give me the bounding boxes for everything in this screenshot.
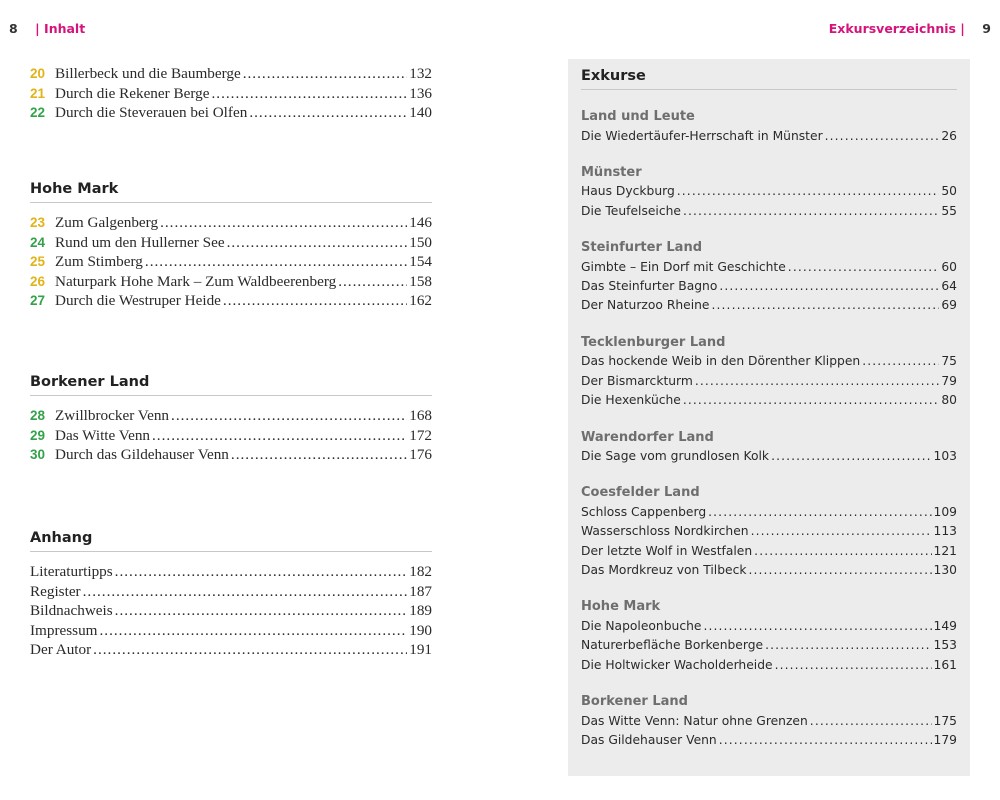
page-number: 176 [409,446,432,463]
left-section-label: | Inhalt [35,21,86,36]
leader-dots [152,426,407,446]
leader-dots [677,182,940,201]
entry-title: Der letzte Wolf in Westfalen [581,543,753,558]
entry-title: Das Steinfurter Bagno [581,279,718,294]
exkurse-title: Exkurse [581,68,957,90]
entry-title: Gimbte – Ein Dorf mit Geschichte [581,259,786,274]
leader-dots [683,202,939,221]
entry-title: Der Autor [30,641,92,658]
page-number: 130 [933,563,957,578]
leader-dots [719,731,932,750]
page-number: 187 [409,582,432,600]
group-heading: Coesfelder Land [581,485,700,501]
leader-dots [100,621,408,641]
leader-dots [683,391,939,410]
toc-entry[interactable] [30,103,432,123]
section-heading: Hohe Mark [30,181,432,203]
tour-number: 22 [30,105,46,120]
right-section-label: Exkursverzeichnis | [828,21,965,36]
page-number: 172 [409,426,432,444]
group-heading: Münster [581,164,642,180]
tour-number: 20 [30,66,46,81]
exkurs-group [581,483,957,580]
page-number: 190 [409,621,432,639]
leader-dots [708,503,931,522]
exkurs-entry[interactable] [581,522,957,541]
toc-entry[interactable] [30,272,432,292]
exkurs-entry[interactable] [581,372,957,391]
entry-title: Zum Stimberg [55,253,143,270]
page-number: 182 [409,563,432,580]
exkurs-entry[interactable] [581,561,957,580]
leader-dots [754,542,931,561]
toc-entry[interactable] [30,562,432,582]
page-number: 179 [933,733,957,748]
entry-title: Haus Dyckburg [581,184,675,199]
page-number: 121 [933,543,957,558]
toc-top-entries [30,64,432,123]
toc-entry[interactable] [30,406,432,426]
leader-dots [825,127,940,146]
entry-title: Das Witte Venn [55,426,151,444]
leader-dots [93,640,407,660]
leader-dots [695,372,939,391]
leader-dots [227,233,408,253]
right-page-header [829,21,991,36]
entry-title: Das Gildehauser Venn [581,733,717,748]
exkurs-entry[interactable] [581,656,957,675]
entry-title: Naturpark Hohe Mark – Zum Waldbeerenberg [55,272,337,290]
leader-dots [83,582,408,602]
toc-entry[interactable] [30,582,432,602]
leader-dots [338,272,407,292]
exkurs-group [581,107,957,146]
page-number: 79 [941,373,957,388]
left-page-number: 8 [9,21,18,36]
leader-dots [703,617,931,636]
toc-entry[interactable] [30,252,432,272]
entry-title: Zum Galgenberg [55,214,159,231]
entry-title: Die Sage vom grundlosen Kolk [581,449,770,464]
leader-dots [775,656,932,675]
leader-dots [748,561,931,580]
exkurs-entry[interactable] [581,202,957,221]
exkurs-group [581,333,957,411]
entry-title: Das Witte Venn: Natur ohne Grenzen [581,713,808,728]
section-heading: Borkener Land [30,374,432,396]
toc-entry[interactable] [30,640,432,660]
exkurs-entry[interactable] [581,391,957,410]
exkurs-entry[interactable] [581,712,957,731]
page-number: 149 [933,618,957,633]
toc-entry[interactable] [30,291,432,311]
exkurs-entry[interactable] [581,182,957,201]
toc-entry[interactable] [30,621,432,641]
section-borkener-land [30,374,432,465]
leader-dots [765,636,931,655]
leader-dots [115,601,408,621]
entry-title: Billerbeck und die Baumberge [55,65,241,82]
leader-dots [771,447,931,466]
page-number: 168 [409,407,432,424]
exkurs-group [581,597,957,675]
entry-title: Die Napoleonbuche [581,618,702,633]
page-number: 50 [941,184,957,199]
page-number: 103 [933,449,957,464]
page-number: 64 [941,279,957,294]
leader-dots [719,277,939,296]
page-number: 150 [409,233,432,251]
tour-number: 28 [30,408,46,423]
page-number: 75 [941,354,957,369]
tour-number: 29 [30,427,46,443]
exkurs-entry[interactable] [581,503,957,522]
toc-entry[interactable] [30,426,432,446]
page-number: 161 [933,657,957,672]
exkurs-entry[interactable] [581,617,957,636]
tour-number: 30 [30,447,46,462]
tour-number: 23 [30,215,46,230]
exkurs-group [581,692,957,750]
group-heading: Tecklenburger Land [581,334,726,350]
page-number: 191 [409,641,432,658]
entry-title: Schloss Cappenberg [581,504,707,519]
exkurs-group [581,163,957,221]
exkurs-group [581,428,957,467]
section-anhang [30,530,432,660]
exkurs-entry[interactable] [581,352,957,371]
leader-dots [160,213,407,233]
tour-number: 27 [30,293,46,308]
entry-title: Impressum [30,621,98,639]
entry-title: Durch die Rekener Berge [55,84,210,102]
right-page-number: 9 [982,21,991,36]
page-number: 153 [933,638,957,653]
leader-dots [788,258,940,277]
entry-title: Die Teufelseiche [581,203,681,218]
entry-title: Der Naturzoo Rheine [581,298,710,313]
group-heading: Warendorfer Land [581,429,714,445]
toc-entry[interactable] [30,64,432,84]
toc-entry[interactable] [30,213,432,233]
leader-dots [145,252,407,272]
group-heading: Steinfurter Land [581,240,703,256]
leader-dots [249,103,407,123]
page-number: 162 [409,292,432,309]
page-number: 55 [941,203,957,218]
group-heading: Borkener Land [581,694,688,710]
leader-dots [862,352,939,371]
page-number: 136 [409,84,432,102]
leader-dots [212,84,408,104]
toc-entry[interactable] [30,233,432,253]
page-number: 60 [941,259,957,274]
tour-number: 26 [30,273,46,289]
page-number: 113 [933,524,957,539]
entry-title: Bildnachweis [30,602,113,619]
entry-title: Die Wiedertäufer-Herrschaft in Münster [581,128,823,143]
section-heading: Anhang [30,530,432,552]
exkurs-entry[interactable] [581,447,957,466]
tour-number: 25 [30,254,46,269]
exkurs-entry[interactable] [581,127,957,146]
page-number: 158 [409,272,432,290]
entry-title: Durch die Westruper Heide [55,292,221,309]
leader-dots [115,562,408,582]
page-number: 109 [933,504,957,519]
page-number: 132 [409,65,432,82]
page-number: 26 [941,128,957,143]
exkurs-entry[interactable] [581,277,957,296]
page-number: 175 [933,713,957,728]
entry-title: Zwillbrocker Venn [55,407,170,424]
exkurs-group [581,238,957,316]
exkurs-entry[interactable] [581,731,957,750]
tour-number: 21 [30,85,46,101]
entry-title: Das Mordkreuz von Tilbeck [581,563,747,578]
entry-title: Durch die Steverauen bei Olfen [55,104,248,121]
toc-entry[interactable] [30,445,432,465]
entry-title: Die Hexenküche [581,393,681,408]
page-number: 140 [409,104,432,121]
group-heading: Hohe Mark [581,599,661,615]
exkurse-panel [568,59,970,776]
page-number: 80 [941,393,957,408]
leader-dots [810,712,932,731]
section-hohe-mark [30,181,432,311]
page-number: 189 [409,602,432,619]
tour-number: 24 [30,234,46,250]
entry-title: Literaturtipps [30,563,113,580]
leader-dots [243,64,408,84]
entry-title: Die Holtwicker Wacholderheide [581,657,773,672]
page-number: 154 [409,253,432,270]
leader-dots [231,445,407,465]
entry-title: Register [30,582,81,600]
page-number: 146 [409,214,432,231]
exkurs-entry[interactable] [581,258,957,277]
page-number: 69 [941,298,957,313]
entry-title: Durch das Gildehauser Venn [55,446,229,463]
group-heading: Land und Leute [581,109,695,124]
entry-title: Wasserschloss Nordkirchen [581,524,749,539]
entry-title: Naturerbefläche Borkenberge [581,638,764,653]
leader-dots [223,291,407,311]
toc-entry[interactable] [30,601,432,621]
left-page-header [9,21,85,36]
toc-entry[interactable] [30,84,432,104]
leader-dots [751,522,932,541]
entry-title: Der Bismarckturm [581,373,693,388]
exkurs-entry[interactable] [581,636,957,655]
leader-dots [712,296,940,315]
leader-dots [171,406,407,426]
entry-title: Das hockende Weib in den Dörenther Klippen [581,354,861,369]
exkurs-entry[interactable] [581,542,957,561]
entry-title: Rund um den Hullerner See [55,233,225,251]
exkurs-entry[interactable] [581,296,957,315]
